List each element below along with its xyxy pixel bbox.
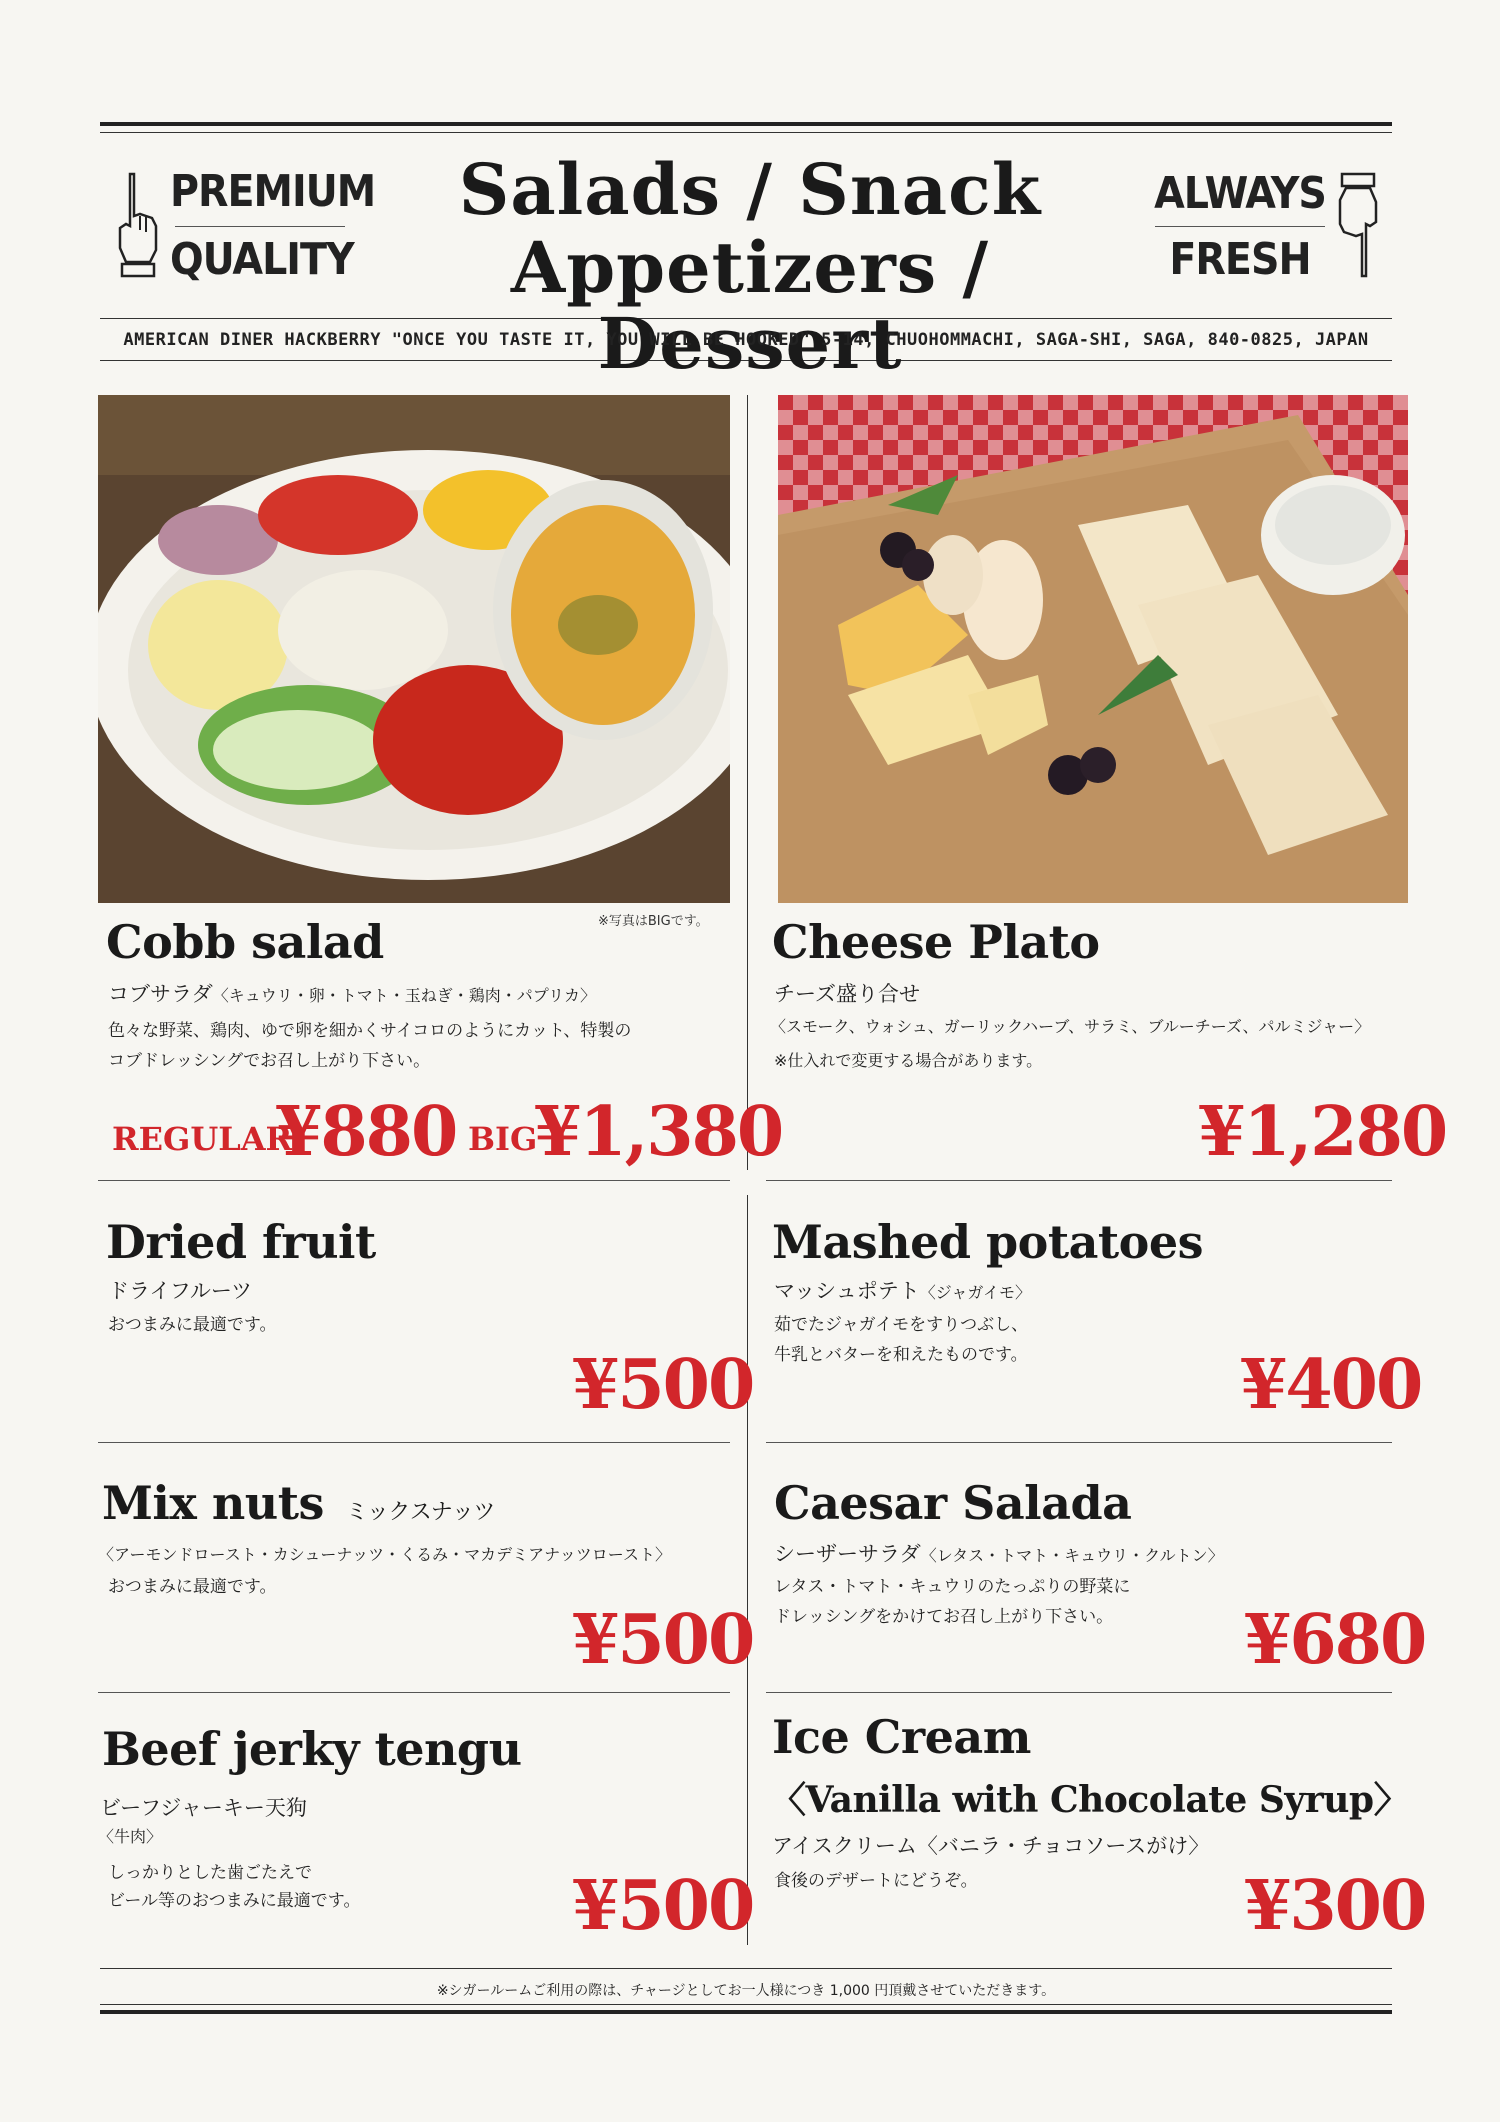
cobb-big-label: BIG <box>468 1120 538 1158</box>
mashed-potatoes-desc-1: 茹でたジャガイモをすりつぶし、 <box>774 1315 1029 1335</box>
header-title-line1: Salads / Snack <box>458 148 1042 231</box>
cobb-salad-name: Cobb salad <box>106 915 384 969</box>
fresh-label: FRESH <box>1169 234 1311 285</box>
caesar-salada-ja <box>774 1538 1224 1568</box>
badge-divider-left <box>175 226 345 227</box>
header-top-rule-thin <box>100 132 1392 133</box>
footer-top-rule <box>100 1968 1392 1969</box>
header-top-rule <box>100 122 1392 126</box>
caesar-salada-ja-text: シーザーサラダ <box>774 1542 921 1566</box>
mix-nuts-desc: おつまみに最適です。 <box>108 1577 277 1597</box>
footer-rule-thin <box>100 2004 1392 2005</box>
caesar-salada-ingredients: 〈レタス・トマト・キュウリ・クルトン〉 <box>920 1546 1224 1565</box>
badge-divider-right <box>1155 226 1325 227</box>
cigar-room-note: ※シガールームご利用の際は、チャージとしてお一人様につき 1,000 円頂戴させていただきます。 <box>436 1983 1056 1999</box>
ice-cream-name: Ice Cream <box>772 1710 1031 1764</box>
cobb-salad-desc-2: コブドレッシングでお召し上がり下さい。 <box>108 1051 431 1071</box>
cobb-salad-ingredients: 〈キュウリ・卵・トマト・玉ねぎ・鶏肉・パプリカ〉 <box>212 986 596 1005</box>
row-divider-2-left <box>98 1442 730 1443</box>
cheese-plato-name: Cheese Plato <box>772 915 1100 969</box>
pointing-hand-up-icon <box>112 170 162 280</box>
ice-cream-flavor: 〈Vanilla with Chocolate Syrup〉 <box>770 1779 1410 1821</box>
row-divider-3-left <box>98 1692 730 1693</box>
cheese-plato-desc-2: ※仕入れで変更する場合があります。 <box>774 1051 1043 1070</box>
ice-cream-ja: アイスクリーム〈バニラ・チョコソースがけ〉 <box>772 1834 1210 1858</box>
cobb-salad-ja <box>108 978 596 1008</box>
cobb-salad-photo <box>98 395 730 903</box>
mashed-potatoes-name: Mashed potatoes <box>772 1215 1204 1269</box>
mashed-potatoes-desc-2: 牛乳とバターを和えたものです。 <box>774 1345 1028 1365</box>
cheese-plate-photo <box>778 395 1408 903</box>
cobb-big-price: ¥1,380 <box>534 1092 783 1172</box>
pointing-hand-down-icon <box>1334 170 1384 280</box>
beef-jerky-desc-1: しっかりとした歯ごたえで <box>108 1863 312 1883</box>
footer-bottom-rule <box>100 2010 1392 2014</box>
column-divider-bottom <box>747 1195 748 1945</box>
beef-jerky-desc-2: ビール等のおつまみに最適です。 <box>108 1891 361 1911</box>
restaurant-address: AMERICAN DINER HACKBERRY "ONCE YOU TASTE IT, YOU WILL BE HOOKED" 5-14, CHUOHOMMACHI, SAGA-SHI, SAGA, 840-0825, JAPAN <box>123 330 1369 350</box>
always-label: ALWAYS <box>1154 168 1326 219</box>
cheese-plato-ja: チーズ盛り合せ <box>774 982 920 1006</box>
cheese-plato-price: ¥1,280 <box>1198 1092 1447 1172</box>
mix-nuts-ja: ミックスナッツ <box>345 1500 495 1525</box>
cobb-salad-desc-1: 色々な野菜、鶏肉、ゆで卵を細かくサイコロのようにカット、特製の <box>108 1021 632 1041</box>
mix-nuts-name-text: Mix nuts <box>102 1476 324 1530</box>
ice-cream-price: ¥300 <box>1244 1866 1426 1946</box>
cobb-salad-ja-text: コブサラダ <box>108 982 213 1006</box>
caesar-salada-name: Caesar Salada <box>774 1476 1132 1530</box>
mashed-potatoes-ingredients: 〈ジャガイモ〉 <box>919 1283 1031 1302</box>
beef-jerky-name: Beef jerky tengu <box>102 1722 522 1776</box>
premium-label: PREMIUM <box>170 166 376 217</box>
row-divider-1-right <box>766 1180 1392 1181</box>
caesar-salada-price: ¥680 <box>1244 1600 1426 1680</box>
cheese-plato-desc-1: 〈スモーク、ウォシュ、ガーリックハーブ、サラミ、ブルーチーズ、パルミジャー〉 <box>770 1017 1371 1036</box>
cobb-regular-price: ¥880 <box>275 1092 457 1172</box>
mix-nuts-price: ¥500 <box>572 1600 754 1680</box>
column-divider-top <box>747 395 748 1170</box>
cobb-regular-label: REGULAR <box>112 1120 293 1158</box>
caesar-salada-desc-2: ドレッシングをかけてお召し上がり下さい。 <box>774 1607 1114 1627</box>
row-divider-2-right <box>766 1442 1392 1443</box>
mashed-potatoes-ja <box>774 1275 1031 1305</box>
mix-nuts-name <box>102 1476 495 1530</box>
mashed-potatoes-price: ¥400 <box>1240 1345 1422 1425</box>
beef-jerky-ingredients: 〈牛肉〉 <box>98 1827 163 1846</box>
quality-label: QUALITY <box>170 234 354 285</box>
dried-fruit-ja: ドライフルーツ <box>108 1279 253 1303</box>
photo-note: ※写真はBIGです。 <box>598 914 709 929</box>
beef-jerky-price: ¥500 <box>572 1866 754 1946</box>
dried-fruit-name: Dried fruit <box>106 1215 376 1269</box>
mashed-potatoes-ja-text: マッシュポテト <box>774 1279 920 1303</box>
row-divider-1-left <box>98 1180 730 1181</box>
dried-fruit-desc: おつまみに最適です。 <box>108 1315 277 1335</box>
ice-cream-desc: 食後のデザートにどうぞ。 <box>774 1871 978 1891</box>
header-title-line2: Appetizers / Dessert <box>510 226 990 385</box>
caesar-salada-desc-1: レタス・トマト・キュウリのたっぷりの野菜に <box>774 1577 1131 1597</box>
mix-nuts-ingredients: 〈アーモンドロースト・カシューナッツ・くるみ・マカデミアナッツロースト〉 <box>98 1545 671 1564</box>
row-divider-3-right <box>766 1692 1392 1693</box>
dried-fruit-price: ¥500 <box>572 1345 754 1425</box>
beef-jerky-ja: ビーフジャーキー天狗 <box>100 1796 307 1820</box>
